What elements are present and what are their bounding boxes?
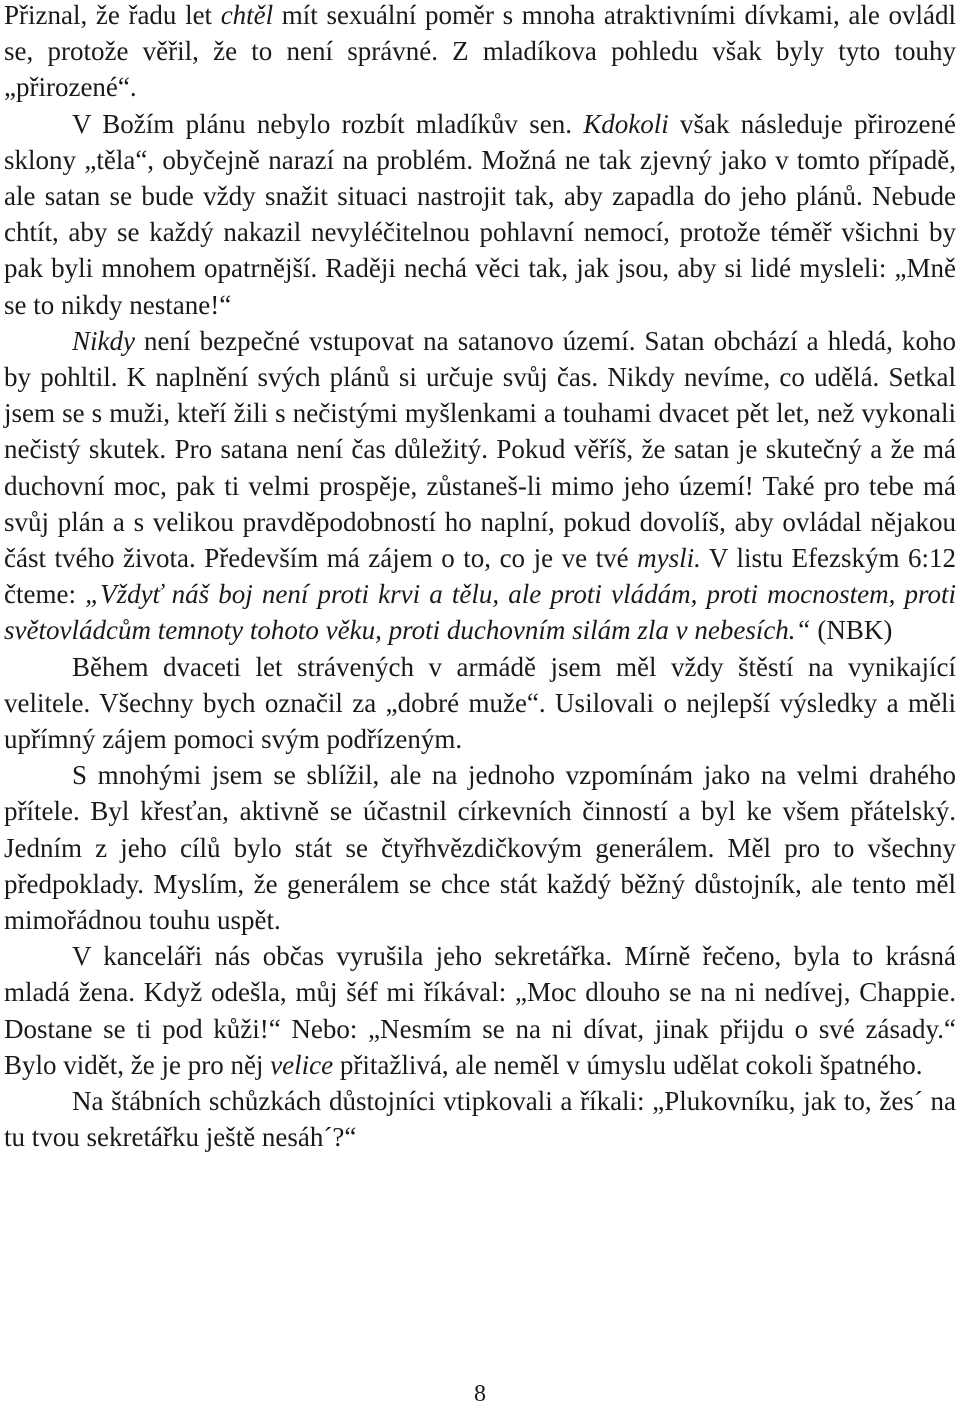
paragraph-5 (4, 757, 956, 938)
italic-run: chtěl (220, 0, 274, 30)
page-number: 8 (474, 1381, 486, 1407)
paragraph-7 (4, 1083, 956, 1155)
text-run: není bezpečné vstupovat na satanovo území. Satan obchází a hledá, koho by pohltil. K naplnění svých plánů si určuje svůj čas. Nikdy nevíme, co udělá. Setkal jsem se s muži, kteří žili s nečistými myšlenkami a touhami dvacet pět let, než vykonali nečistý skutek. Pro satana není čas důležitý. Pokud věříš, že satan je skutečný a že má duchovní moc, pak ti velmi prospěje, zůstaneš-li mimo jeho území! Také pro tebe má svůj plán a s velikou pravděpodobností ho naplní, pokud dovolíš, aby ovládal nějakou část tvého života. Především má zájem o to, co je ve tvé (4, 325, 956, 574)
text-run: S mnohými jsem se sblížil, ale na jednoho vzpomínám jako na velmi drahého přítele. Byl křesťan, aktivně se účastnil církevních činností a byl ke všem přátelský. Jedním z jeho cílů bylo stát se čtyřhvězdičkovým generálem. Měl pro to všechny předpoklady. Myslím, že generálem se chce stát každý běžný důstojník, ale tento měl mimořádnou touhu uspět. (4, 760, 956, 936)
text-run: však následuje přirozené sklony „těla“, obyčejně narazí na problém. Možná ne tak zjevný jako v tomto případě, ale satan se bude vždy snažit situaci nastrojit tak, aby zapadla do jeho plánů. Nebude chtít, aby se každý nakazil nevyléčitelnou pohlavní nemocí, protože téměř všichni by pak byli mnohem opatrnější. Raději nechá věci tak, jak jsou, aby si lidé mysleli: „Mně se to nikdy nestane!“ (4, 108, 956, 320)
text-run: V listu Efezským 6:12 čteme: (4, 543, 956, 610)
italic-run: velice (270, 1049, 334, 1080)
text-run: V Božím plánu nebylo rozbít mladíkův sen. (72, 108, 584, 139)
text-run: Přiznal, že řadu let (4, 0, 221, 30)
italic-run: mysli. (637, 543, 701, 574)
italic-run: Kdokoli (583, 108, 669, 139)
text-run: V kanceláři nás občas vyrušila jeho sekretářka. Mírně řečeno, byla to krásná mladá žena. Když odešla, můj šéf mi říkával: „Moc dlouho se na ni nedívej, Chappie. Dostane se ti pod kůži!“ Nebo: „Nesmím se na ni dívat, jinak přijdu o své zásady.“ Bylo vidět, že je pro něj (4, 941, 956, 1080)
document-page (4, 0, 956, 1156)
text-run: Během dvaceti let strávených v armádě jsem měl vždy štěstí na vynikající velitele. Všechny bych označil za „dobré muže“. Usilovali o nejlepší výsledky a měli upřímný zájem pomoci svým podřízeným. (4, 651, 956, 755)
paragraph-4 (4, 649, 956, 758)
paragraph-3 (4, 323, 956, 649)
paragraph-2 (4, 106, 956, 323)
text-run: mít sexuální poměr s mnoha atraktivními dívkami, ale ovládl se, protože věřil, že to není správné. Z mladíkova pohledu však byly tyto touhy „přirozené“. (4, 0, 956, 103)
paragraph-1 (4, 0, 956, 106)
paragraph-6 (4, 938, 956, 1083)
text-run: přitažlivá, ale neměl v úmyslu udělat cokoli špatného. (333, 1049, 923, 1080)
text-run: (NBK) (810, 615, 893, 646)
text-run: Na štábních schůzkách důstojníci vtipkovali a říkali: „Plukovníku, jak to, žes´ na tu tvou sekretářku ještě nesáh´?“ (4, 1086, 956, 1153)
italic-run: Nikdy (72, 325, 135, 356)
italic-run: „Vždyť náš boj není proti krvi a tělu, ale proti vládám, proti mocnostem, proti světovládcům temnoty tohoto věku, proti duchovním silám zla v nebesích.“ (4, 579, 956, 646)
